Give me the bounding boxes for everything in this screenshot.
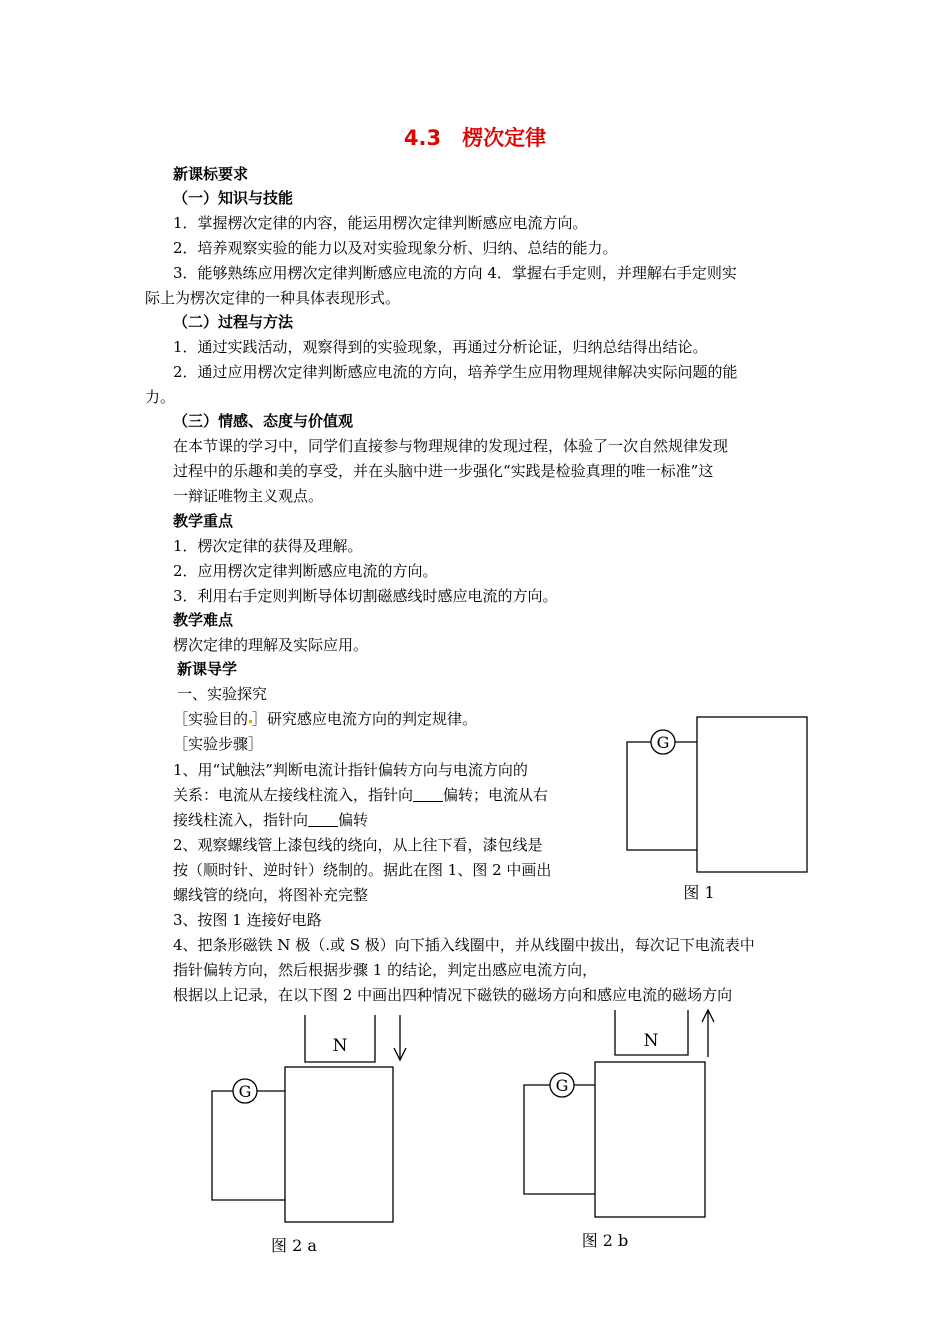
- step-1-line3: [173, 809, 368, 831]
- figure-2a: [200, 1010, 415, 1260]
- galvanometer-label: G: [656, 733, 670, 752]
- figure-2a-caption: 图 2 a: [271, 1236, 317, 1255]
- section-heading-guide: 新课导学: [177, 660, 238, 678]
- knowledge-item-3-line2: 际上为楞次定律的一种具体表现形式。: [145, 289, 401, 307]
- figure-2b-caption: 图 2 b: [581, 1231, 629, 1250]
- difficulty-text: 楞次定律的理解及实际应用。: [173, 636, 369, 654]
- fill-blank-2[interactable]: [308, 812, 338, 827]
- key-point-2: 2．应用楞次定律判断感应电流的方向。: [173, 562, 438, 580]
- aim-label: ［实验目的: [173, 710, 249, 728]
- key-point-1: 1．楞次定律的获得及理解。: [173, 537, 363, 555]
- magnet-pole-label: N: [643, 1031, 659, 1051]
- subheading-knowledge: （一）知识与技能: [173, 189, 294, 207]
- knowledge-item-3-line1: 3．能够熟练应用楞次定律判断感应电流的方向 4．掌握右手定则，并理解右手定则实: [173, 264, 737, 282]
- experiment-heading: 一、实验探究: [177, 685, 268, 703]
- section-heading-difficulties: 教学难点: [173, 611, 234, 629]
- step-1-text-b: 偏转；电流从右: [443, 786, 549, 804]
- knowledge-item-1: 1．掌握楞次定律的内容，能运用楞次定律判断感应电流方向。: [173, 214, 588, 232]
- step-1-line2: [173, 784, 548, 806]
- figure-2b: [512, 1005, 727, 1255]
- step-2-line2: 按（顺时针、逆时针）绕制的。据此在图 1、图 2 中画出: [173, 861, 552, 879]
- page-title: 4.3 楞次定律: [403, 126, 547, 150]
- step-2-line1: 2、观察螺线管上漆包线的绕向，从上往下看，漆包线是: [173, 836, 543, 854]
- experiment-steps-heading: ［实验步骤］: [173, 735, 264, 753]
- subheading-emotion: （三）情感、态度与价值观: [173, 412, 354, 430]
- process-item-1: 1．通过实践活动，观察得到的实验现象，再通过分析论证，归纳总结得出结论。: [173, 338, 708, 356]
- experiment-aim: [173, 708, 477, 730]
- solenoid-box: [595, 1062, 705, 1217]
- subheading-process: （二）过程与方法: [173, 313, 294, 331]
- step-1-line1: 1、用“试触法”判断电流计指针偏转方向与电流方向的: [173, 761, 528, 779]
- wire-loop: [627, 742, 697, 850]
- step-1-text-a: 关系：电流从左接线柱流入，指针向: [173, 786, 414, 804]
- process-item-2-line1: 2．通过应用楞次定律判断感应电流的方向，培养学生应用物理规律解决实际问题的能: [173, 363, 738, 381]
- step-2-line3: 螺线管的绕向，将图补充完整: [173, 886, 369, 904]
- step-1-text-d: 偏转: [338, 811, 369, 829]
- aim-text: ］研究感应电流方向的判定规律。: [252, 710, 478, 728]
- key-point-3: 3．利用右手定则判断导体切割磁感线时感应电流的方向。: [173, 587, 558, 605]
- step-1-text-c: 接线柱流入，指针向: [173, 811, 309, 829]
- wire-loop: [212, 1091, 285, 1200]
- fill-blank-1[interactable]: [413, 787, 443, 802]
- solenoid-box: [285, 1067, 393, 1222]
- process-item-2-line2: 力。: [145, 388, 176, 406]
- galvanometer-label: G: [555, 1076, 569, 1095]
- figure-1-caption: 图 1: [683, 883, 715, 902]
- step-4-line1: 4、把条形磁铁 N 极（.或 S 极）向下插入线圈中，并从线圈中拔出，每次记下电流表中: [173, 936, 755, 954]
- step-4-line2: 指针偏转方向，然后根据步骤 1 的结论，判定出感应电流方向，: [173, 961, 598, 979]
- step-4-line3: 根据以上记录，在以下图 2 中画出四种情况下磁铁的磁场方向和感应电流的磁场方向: [173, 986, 733, 1004]
- section-heading-key-points: 教学重点: [173, 512, 234, 530]
- step-3: 3、按图 1 连接好电路: [173, 911, 322, 929]
- emotion-paragraph-line1: 在本节课的学习中，同学们直接参与物理规律的发现过程，体验了一次自然规律发现: [173, 437, 729, 455]
- galvanometer-label: G: [238, 1082, 252, 1101]
- section-heading-requirements: 新课标要求: [173, 165, 249, 183]
- figure-1: [615, 712, 820, 907]
- solenoid-box: [697, 717, 807, 872]
- emotion-paragraph-line3: 一辩证唯物主义观点。: [173, 487, 324, 505]
- knowledge-item-2: 2．培养观察实验的能力以及对实验现象分析、归纳、总结的能力。: [173, 239, 618, 257]
- wire-loop: [524, 1085, 595, 1194]
- emotion-paragraph-line2: 过程中的乐趣和美的享受，并在头脑中进一步强化“实践是检验真理的唯一标准”这: [173, 462, 714, 480]
- magnet-pole-label: N: [332, 1036, 348, 1056]
